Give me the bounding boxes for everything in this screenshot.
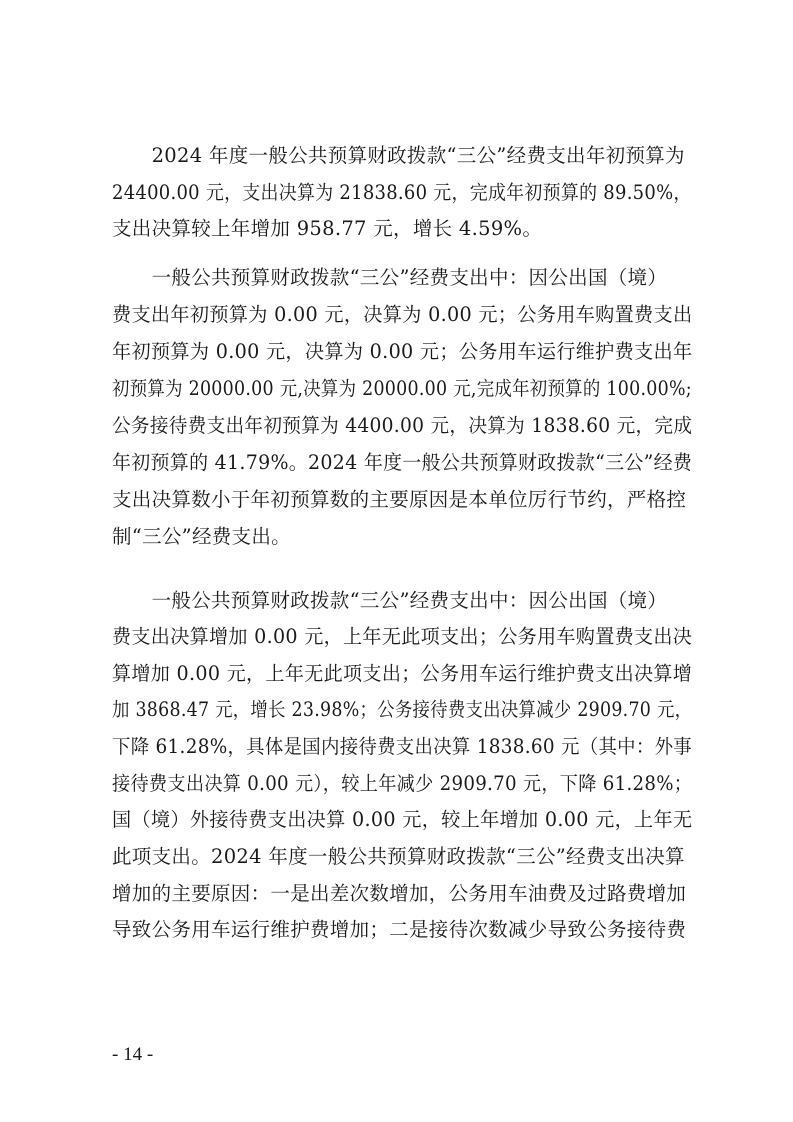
paragraph-line: 一般公共预算财政拨款“三公”经费支出中：因公出国（境） [112, 589, 668, 612]
paragraph-line: 导致公务用车运行维护费增加；二是接待次数减少导致公务接待费 [112, 918, 687, 941]
paragraph-line: 2024 年度一般公共预算财政拨款“三公”经费支出年初预算为 [112, 144, 685, 167]
paragraph-line: 支出决算数小于年初预算数的主要原因是本单位厉行节约，严格控 [112, 488, 687, 511]
paragraph-line: 下降 61.28%，具体是国内接待费支出决算 1838.60 元（其中：外事 [112, 735, 692, 758]
paragraph-line: 费支出年初预算为 0.00 元，决算为 0.00 元；公务用车购置费支出 [112, 303, 693, 326]
paragraph-line: 国（境）外接待费支出决算 0.00 元，较上年增加 0.00 元，上年无 [112, 808, 693, 831]
paragraph-line: 24400.00 元，支出决算为 21838.60 元，完成年初预算的 89.50%， [112, 181, 692, 204]
paragraph-line: 增加的主要原因：一是出差次数增加，公务用车油费及过路费增加 [112, 882, 687, 905]
paragraph-line: 支出决算较上年增加 958.77 元，增长 4.59%。 [112, 217, 543, 240]
paragraph-line: 年初预算为 0.00 元，决算为 0.00 元；公务用车运行维护费支出年 [112, 340, 693, 363]
paragraph-line: 一般公共预算财政拨款“三公”经费支出中：因公出国（境） [112, 266, 668, 289]
paragraph-line: 算增加 0.00 元，上年无此项支出；公务用车运行维护费支出决算增 [112, 662, 693, 685]
paragraph-line: 费支出决算增加 0.00 元，上年无此项支出；公务用车购置费支出决 [112, 625, 693, 648]
paragraph-line: 加 3868.47 元，增长 23.98%；公务接待费支出决算减少 2909.70 元， [112, 698, 693, 721]
paragraph-line: 初预算为 20000.00 元,决算为 20000.00 元,完成年初预算的 100.00%; [112, 377, 692, 400]
page-number: - 14 - [112, 1044, 154, 1065]
paragraph-line: 制“三公”经费支出。 [112, 525, 291, 548]
paragraph-line: 此项支出。2024 年度一般公共预算财政拨款“三公”经费支出决算 [112, 845, 685, 868]
paragraph-line: 接待费支出决算 0.00 元），较上年减少 2909.70 元，下降 61.28%； [112, 772, 693, 795]
paragraph-line: 年初预算的 41.79%。2024 年度一般公共预算财政拨款“三公”经费 [112, 451, 693, 474]
paragraph-line: 公务接待费支出年初预算为 4400.00 元，决算为 1838.60 元，完成 [112, 414, 693, 437]
